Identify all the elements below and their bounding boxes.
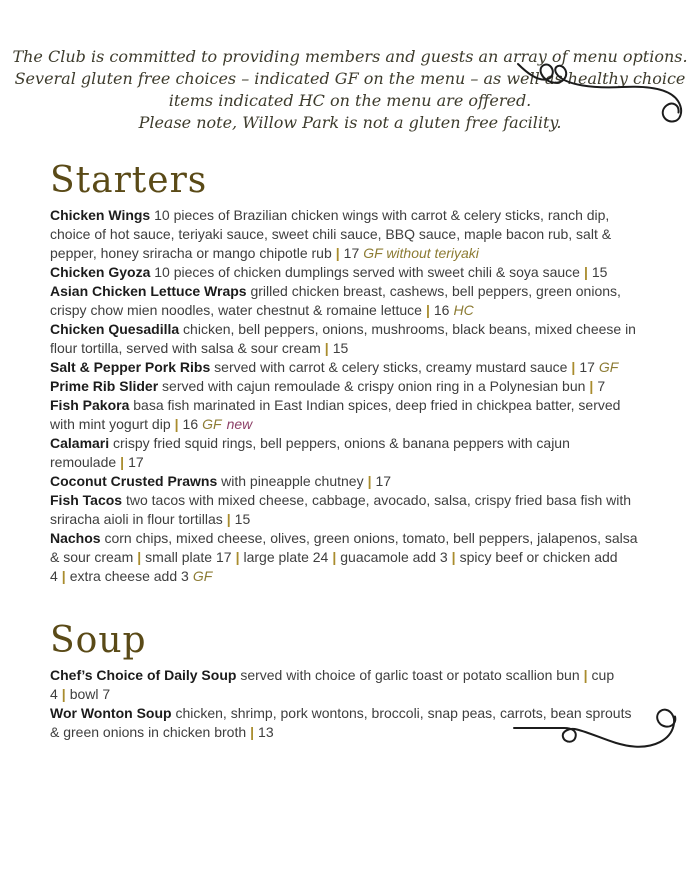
item-name: Calamari [50,435,110,451]
menu-item [50,377,642,396]
price-separator: | [250,724,255,740]
item-description: basa fish marinated in East Indian spices, deep fried in chickpea batter, served with mint yogurt dip [50,397,621,432]
menu-item [50,529,642,586]
dietary-tag: GF [202,416,222,432]
item-name: Chicken Quesadilla [50,321,180,337]
dietary-tag: GF [598,359,619,375]
item-description: chicken, bell peppers, onions, mushrooms, black beans, mixed cheese in flour tortilla, served with salsa & sour cream [50,321,636,356]
item-price: 7 [597,378,606,394]
dietary-tag: HC [453,302,474,318]
price-separator: | [61,686,66,702]
price-separator: | [137,549,142,565]
menu-item [50,472,642,491]
price-separator: | [174,416,179,432]
menu-section-starters [50,160,642,586]
item-description: grilled chicken breast, cashews, bell peppers, green onions, crispy chow mien noodles, water chestnut & romaine lettuce [50,283,621,318]
item-description: with pineapple chutney [217,473,364,489]
intro-line: Several gluten free choices – indicated GF on the menu – as well as healthy choice [14,69,686,88]
item-name: Fish Pakora [50,397,130,413]
section-title: Starters [50,160,208,201]
item-price: large plate 24 [243,549,329,565]
price-separator: | [226,511,231,527]
dietary-tag: GF without teriyaki [363,245,479,261]
item-name: Asian Chicken Lettuce Wraps [50,283,247,299]
menu-item [50,206,642,263]
item-name: Fish Tacos [50,492,123,508]
item-name: Salt & Pepper Pork Ribs [50,359,211,375]
price-separator: | [324,340,329,356]
price-separator: | [335,245,340,261]
new-item-tag: new [226,416,253,432]
item-name: Chef’s Choice of Daily Soup [50,667,237,683]
item-price: 15 [234,511,251,527]
price-separator: | [451,549,456,565]
item-description: served with carrot & celery sticks, creamy mustard sauce [210,359,568,375]
price-separator: | [583,667,588,683]
item-price: 15 [332,340,349,356]
menu-item [50,491,642,529]
flourish-swirl-icon [512,54,694,126]
item-name: Coconut Crusted Prawns [50,473,218,489]
price-separator: | [235,549,240,565]
item-description: served with choice of garlic toast or potato scallion bun [236,667,580,683]
menu-item [50,434,642,472]
price-separator: | [61,568,66,584]
price-separator: | [425,302,430,318]
item-description: served with cajun remoulade & crispy onion ring in a Polynesian bun [158,378,586,394]
price-separator: | [367,473,372,489]
price-separator: | [571,359,576,375]
flourish-swirl-icon [512,698,690,750]
item-price: 17 [375,473,392,489]
item-price: spicy beef or chicken add 4 [50,549,618,584]
item-price: 16 [433,302,450,318]
menu-item [50,358,642,377]
price-separator: | [332,549,337,565]
item-description: crispy fried squid rings, bell peppers, onions & banana peppers with cajun remoulade [50,435,570,470]
item-price: 16 [182,416,199,432]
item-name: Chicken Wings [50,207,151,223]
item-price: 17 [343,245,360,261]
item-description: 10 pieces of Brazilian chicken wings with carrot & celery sticks, ranch dip, choice of hot sauce, teriyaki sauce, sweet chili sauce, BBQ sauce, maple bacon rub, salt & pepper, honey sriracha or mango chipotle rub [50,207,612,261]
item-price: 17 [579,359,595,375]
item-price: bowl 7 [69,686,111,702]
price-separator: | [583,264,588,280]
item-name: Chicken Gyoza [50,264,151,280]
menu-item [50,282,642,320]
item-name: Wor Wonton Soup [50,705,172,721]
item-name: Nachos [50,530,101,546]
item-price: guacamole add 3 [340,549,448,565]
dietary-tag: GF [192,568,213,584]
menu-item [50,396,642,434]
item-price: cup 4 [50,667,615,702]
intro-line: items indicated HC on the menu are offered. [168,91,532,110]
menu-item [50,320,642,358]
item-price: 17 [128,454,144,470]
item-price: 15 [591,264,608,280]
item-price: 13 [258,724,274,740]
item-description: corn chips, mixed cheese, olives, green onions, tomato, bell peppers, jalapenos, salsa & sour cream [50,530,638,565]
item-price: small plate 17 [145,549,232,565]
item-description: 10 pieces of chicken dumplings served with sweet chili & soya sauce [150,264,580,280]
menu-item [50,263,642,282]
item-name: Prime Rib Slider [50,378,159,394]
intro-line: The Club is committed to providing members and guests an array of menu options. [12,47,688,66]
intro-line: Please note, Willow Park is not a gluten free facility. [138,113,562,132]
price-separator: | [120,454,125,470]
item-description: chicken, shrimp, pork wontons, broccoli, snap peas, carrots, bean sprouts & green onions in chicken broth [50,705,632,740]
item-description: two tacos with mixed cheese, cabbage, avocado, salsa, crispy fried basa fish with sriracha aioli in flour tortillas [50,492,632,527]
item-price: extra cheese add 3 [69,568,189,584]
section-title: Soup [50,620,147,661]
menu-sections [50,160,642,742]
price-separator: | [589,378,594,394]
